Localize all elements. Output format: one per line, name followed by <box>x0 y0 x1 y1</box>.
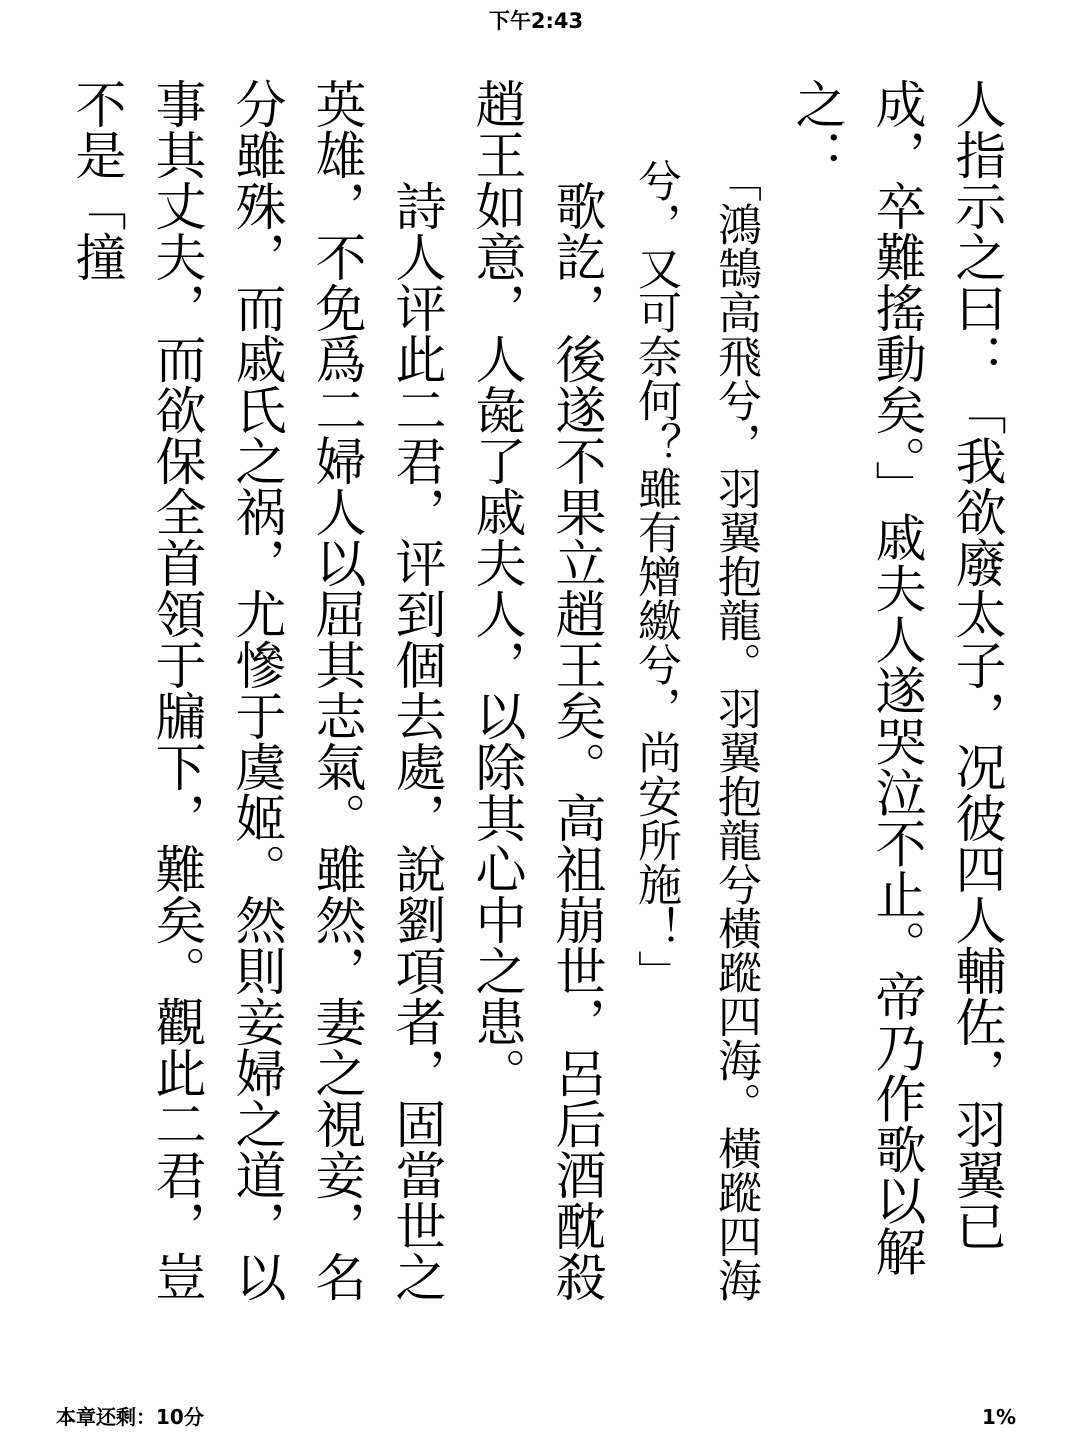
paragraph-1: 人指示之曰：「我欲廢太子，况彼四人輔佐，羽翼已成，卒難搖動矣。」戚夫人遂哭泣不止。帝乃作歌以解之： <box>786 78 1005 1277</box>
status-time: 下午2:43 <box>488 9 584 33</box>
book-text <box>66 78 1015 1348</box>
chapter-time-remaining: 本章还剩：10分 <box>56 1405 204 1429</box>
paragraph-2: 歌訖，後遂不果立趙王矣。高祖崩世，呂后酒酖殺趙王如意，人彘了戚夫人，以除其心中之患。 <box>466 78 605 1302</box>
paragraph-3: 詩人评此二君，评到個去處，說劉項者，固當世之英雄，不免爲二婦人以屈其志氣。雖然，妻之視妾，名分雖殊，而戚氏之祸，尤慘于虞姬。然則妾婦之道，以事其丈夫，而欲保全首領于牖下，難矣。觀此二君，豈不是「撞 <box>66 78 445 1302</box>
poem-verse: 「鴻鵠高飛兮，羽翼抱龍。羽翼抱龍兮橫蹤四海。橫蹤四海兮，又可奈何？雖有矰繳兮，尚安所施！」 <box>630 158 761 1302</box>
reading-progress: 1% <box>982 1405 1016 1429</box>
reader-page[interactable] <box>66 78 1015 1348</box>
